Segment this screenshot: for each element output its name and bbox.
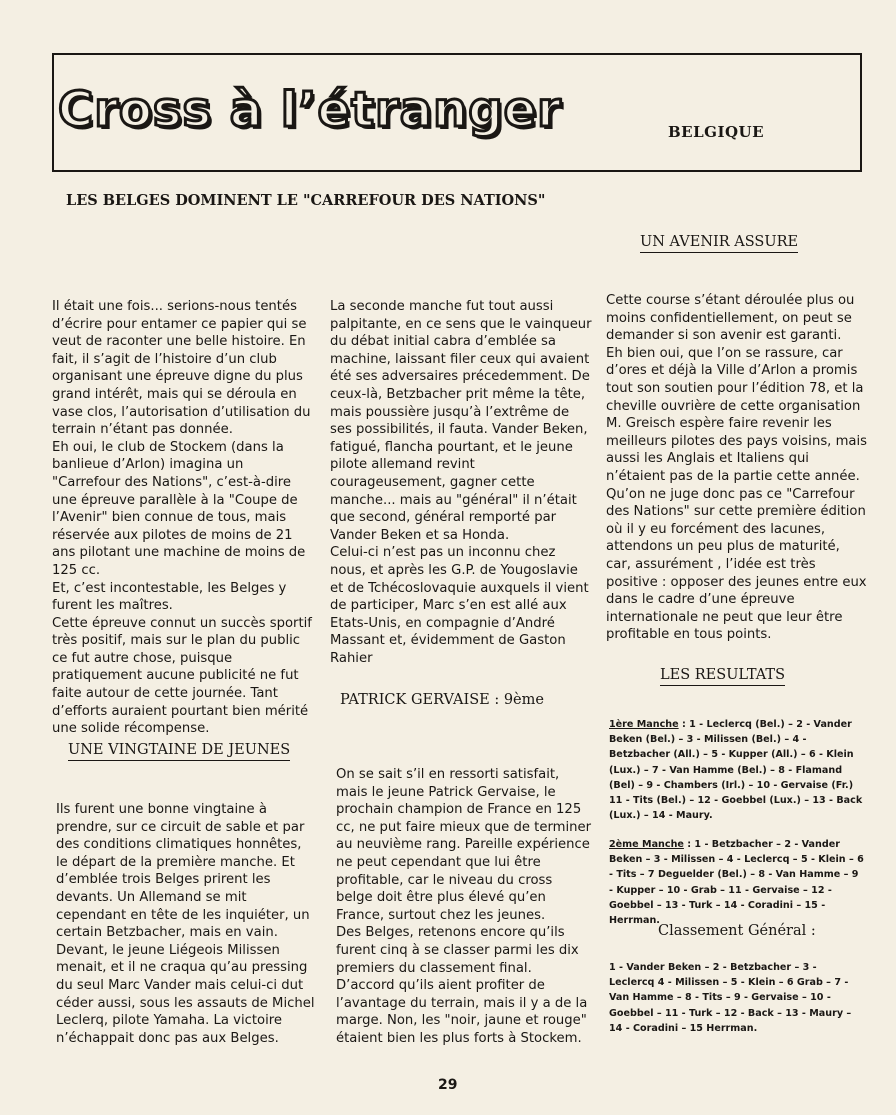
column-2-top bbox=[330, 298, 592, 667]
section-title-vingtaine: UNE VINGTAINE DE JEUNES bbox=[68, 742, 290, 761]
manche-1-results: : 1 - Leclercq (Bel.) – 2 - Vander Beken (Bel.) – 3 - Milissen (Bel.) – 4 - Betzbacher (All.) – 5 - Kupper (All.) – 6 - Klein (Lux.) – 7 - Van Hamme (Bel.) – 8 - Flamand (Bel) – 9 - Chambers (Irl.) – 10 - Gervaise (Fr.) 11 - Tits (Bel.) – 12 - Goebbel (Lux.) – 13 - Back (Lux.) – 14 - Maury. bbox=[609, 719, 863, 822]
paragraph: Il était une fois... serions-nous tentés d’écrire pour entamer ce papier qui se veut de raconter une belle histoire. En fait, il s’agit de l’histoire d’un club organisant une épreuve digne du plus grand intérêt, mais qui se déroula en vase clos, l’autorisation d’utilisation du terrain n’étant pas donnée. bbox=[52, 299, 311, 438]
paragraph: Ils furent une bonne vingtaine à prendre, sur ce circuit de sable et par des conditions climatiques honnêtes, le départ de la première manche. Et d’emblée trois Belges prirent les devants. Un Allemand se mit cependant en tête de les inquiéter, un certain Betzbacher, mais en vain. Devant, le jeune Liégeois Milissen menait, et il ne craqua qu’au pressing du seul Marc Vander mais celui-ci dut céder aussi, sous les assauts de Michel Leclerq, pilote Yamaha. La victoire n’échappait donc pas aux Belges. bbox=[56, 802, 315, 1046]
paragraph: Eh bien oui, que l’on se rassure, car d’ores et déjà la Ville d’Arlon a promis tout son soutien pour l’édition 78, et la cheville ouvrière de cette organisation M. Greisch espère faire revenir les meilleurs pilotes des pays voisins, mais aussi les Anglais et Italiens qui n’étaient pas de la partie cette année. bbox=[606, 345, 868, 484]
page-title: Cross à l’étranger bbox=[58, 82, 562, 138]
manche-1-label: 1ère Manche bbox=[609, 719, 679, 730]
article-headline: LES BELGES DOMINENT LE "CARREFOUR DES NATIONS" bbox=[66, 192, 546, 209]
results-general bbox=[609, 960, 865, 1036]
general-results: 1 - Vander Beken – 2 - Betzbacher – 3 - Leclercq 4 - Milissen – 5 - Klein – 6 Grab – 7 - Van Hamme – 8 - Tits – 9 - Gervaise – 10 - Goebbel – 11 - Turk – 12 - Back – 13 - Maury – 14 - Coradini – 15 Herrman. bbox=[609, 962, 852, 1034]
paragraph: Celui-ci n’est pas un inconnu chez nous, et après les G.P. de Yougoslavie et de Tchécoslovaquie auxquels il vient de participer, Marc s’en est allé aux Etats-Unis, en compagnie d’André Massant et, évidemment de Gaston Rahier bbox=[330, 545, 589, 666]
manche-2-label: 2ème Manche bbox=[609, 839, 684, 850]
column-1-vingtaine bbox=[56, 801, 316, 1047]
section-title-classement: Classement Général : bbox=[658, 923, 816, 939]
manche-2-results: : 1 - Betzbacher – 2 - Vander Beken – 3 - Milissen – 4 - Leclercq – 5 - Klein – 6 - Tits – 7 Deguelder (Bel.) – 8 - Van Hamme – 9 - Kupper – 10 - Grab – 11 - Gervaise – 12 - Goebbel – 13 - Turk – 14 - Coradini – 15 - Herrman. bbox=[609, 839, 864, 927]
page-number: 29 bbox=[438, 1077, 458, 1093]
results-manche-1 bbox=[609, 717, 865, 823]
paragraph: La seconde manche fut tout aussi palpitante, en ce sens que le vainqueur du débat initial cabra d’emblée sa machine, laissant filer ceux qui avaient été ses adversaires précedemment. De ceux-là, Betzbacher prit même la tête, mais poussière jusqu’à l’extrême de ses possibilités, il fauta. Vander Beken, fatigué, flancha pourtant, et le jeune pilote allemand revint courageusement, gagner cette manche... mais au "général" il n’était que second, général remporté par Vander Beken et sa Honda. bbox=[330, 299, 592, 543]
section-title-resultats: LES RESULTATS bbox=[660, 667, 785, 686]
section-title-avenir: UN AVENIR ASSURE bbox=[640, 234, 798, 253]
paragraph: Cette épreuve connut un succès sportif très positif, mais sur le plan du public ce fut autre chose, puisque pratiquement aucune publicité ne fut faite autour de cette journée. Tant d’efforts auraient pourtant bien mérité une solide récompense. bbox=[52, 615, 312, 737]
column-3-avenir bbox=[606, 292, 868, 644]
paragraph: Cette course s’étant déroulée plus ou moins confidentiellement, on peut se demander si son avenir est garanti. bbox=[606, 293, 855, 344]
paragraph: Des Belges, retenons encore qu’ils furent cinq à se classer parmi les dix premiers du classement final. D’accord qu’ils aient profiter de l’avantage du terrain, mais il y a de la marge. Non, les "noir, jaune et rouge" étaient bien les plus forts à Stockem. bbox=[336, 925, 588, 1046]
column-1-intro bbox=[52, 298, 314, 738]
country-label: BELGIQUE bbox=[668, 123, 765, 141]
paragraph: Et, c’est incontestable, les Belges y furent les maîtres. bbox=[52, 580, 287, 614]
results-manche-2 bbox=[609, 837, 865, 928]
paragraph: On se sait s’il en ressorti satisfait, mais le jeune Patrick Gervaise, le prochain champion de France en 125 cc, ne put faire mieux que de terminer au neuvième rang. Pareille expérience ne peut cependant que lui être profitable, car le niveau du cross belge doit être plus élevé qu’en France, surtout chez les jeunes. bbox=[336, 767, 592, 923]
paragraph: Qu’on ne juge donc pas ce "Carrefour des Nations" sur cette première édition où il y eu forcément des lacunes, attendons un peu plus de maturité, car, assurément , l’idée est très positive : opposer des jeunes entre eux dans le cadre d’une épreuve internationale ne peut que leur être profitable en tous points. bbox=[606, 486, 867, 643]
paragraph: Eh oui, le club de Stockem (dans la banlieue d’Arlon) imagina un "Carrefour des Nations", c’est-à-dire une épreuve parallèle à la "Coupe de l’Avenir" bien connue de tous, mais réservée aux pilotes de moins de 21 ans pilotant une machine de moins de 125 cc. bbox=[52, 439, 306, 578]
section-title-gervaise: PATRICK GERVAISE : 9ème bbox=[340, 692, 544, 708]
column-2-gervaise bbox=[336, 766, 592, 1048]
